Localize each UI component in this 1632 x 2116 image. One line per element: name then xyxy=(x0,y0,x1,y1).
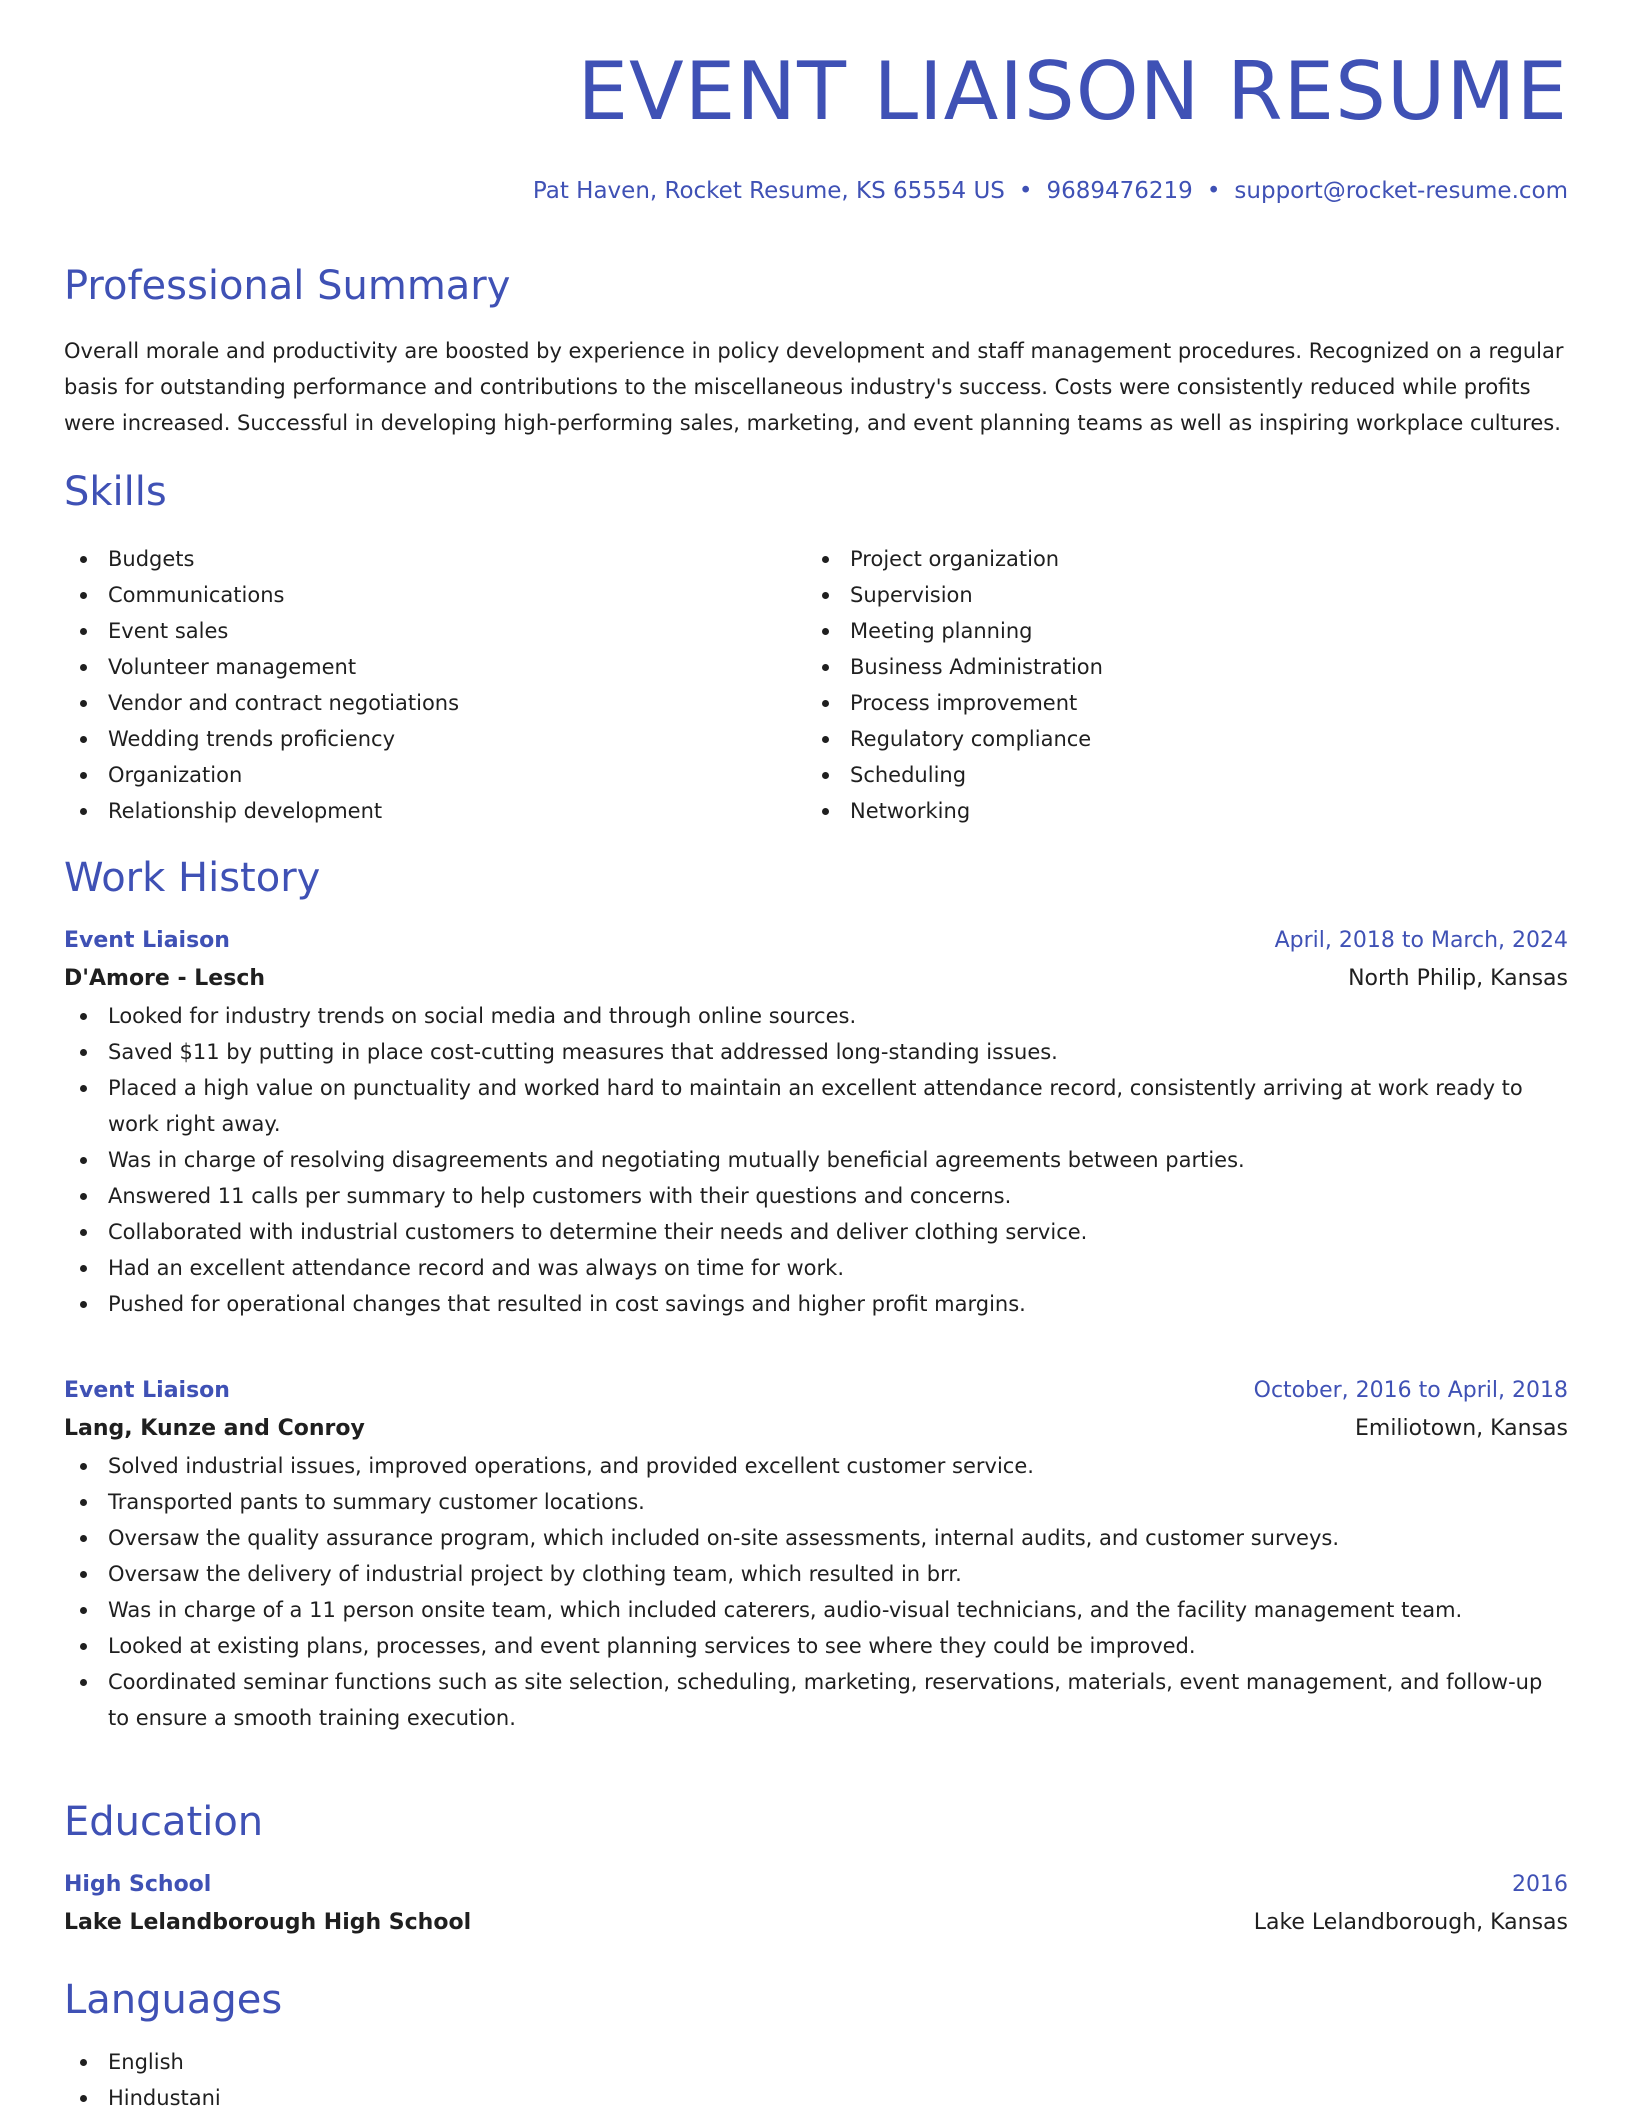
education-heading: Education xyxy=(64,1799,264,1845)
job-duty: Transported pants to summary customer locations. xyxy=(64,1484,1568,1520)
summary-heading: Professional Summary xyxy=(64,263,511,309)
skill-item: Networking xyxy=(806,793,1486,829)
languages-list xyxy=(64,2044,744,2116)
job-duty: Oversaw the delivery of industrial project by clothing team, which resulted in brr. xyxy=(64,1556,1568,1592)
contact-phone: 9689476219 xyxy=(1046,178,1193,204)
skill-item: Relationship development xyxy=(64,793,744,829)
language-item: English xyxy=(64,2044,744,2080)
resume-title: EVENT LIAISON RESUME xyxy=(577,45,1568,138)
job-dates: April, 2018 to March, 2024 xyxy=(1274,928,1568,953)
job-title: Event Liaison xyxy=(64,928,230,953)
job-company: D'Amore - Lesch xyxy=(64,966,266,991)
skills-list-right xyxy=(806,541,1486,829)
skill-item: Process improvement xyxy=(806,685,1486,721)
job-duty: Placed a high value on punctuality and worked hard to maintain an excellent attendance record, consistently arriving at work ready to work right away. xyxy=(64,1070,1568,1142)
job-duty: Was in charge of a 11 person onsite team, which included caterers, audio-visual technicians, and the facility management team. xyxy=(64,1592,1568,1628)
languages-heading: Languages xyxy=(64,1977,283,2023)
job-duty: Pushed for operational changes that resulted in cost savings and higher profit margins. xyxy=(64,1286,1568,1322)
skills-heading: Skills xyxy=(64,469,167,515)
job-company: Lang, Kunze and Conroy xyxy=(64,1416,365,1441)
education-school: Lake Lelandborough High School xyxy=(64,1910,472,1935)
skill-item: Communications xyxy=(64,577,744,613)
job-entry xyxy=(64,1372,1568,1736)
education-entry xyxy=(64,1866,1568,1942)
job-duty: Solved industrial issues, improved operations, and provided excellent customer service. xyxy=(64,1448,1568,1484)
job-duty: Saved $11 by putting in place cost-cutting measures that addressed long-standing issues. xyxy=(64,1034,1568,1070)
job-duty: Had an excellent attendance record and was always on time for work. xyxy=(64,1250,1568,1286)
skill-item: Vendor and contract negotiations xyxy=(64,685,744,721)
education-degree: High School xyxy=(64,1872,212,1897)
contact-email[interactable]: support@rocket-resume.com xyxy=(1234,178,1568,204)
skill-item: Budgets xyxy=(64,541,744,577)
skill-item: Wedding trends proficiency xyxy=(64,721,744,757)
skills-list-left xyxy=(64,541,744,829)
education-location: Lake Lelandborough, Kansas xyxy=(1253,1910,1568,1935)
job-duty: Looked for industry trends on social media and through online sources. xyxy=(64,998,1568,1034)
contact-separator: • xyxy=(1206,178,1221,204)
job-duty: Collaborated with industrial customers to determine their needs and deliver clothing service. xyxy=(64,1214,1568,1250)
contact-separator: • xyxy=(1018,178,1033,204)
contact-address: Pat Haven, Rocket Resume, KS 65554 US xyxy=(532,178,1005,204)
job-duty: Coordinated seminar functions such as site selection, scheduling, marketing, reservations, materials, event management, and follow-up to ensure a smooth training execution. xyxy=(64,1664,1568,1736)
skill-item: Regulatory compliance xyxy=(806,721,1486,757)
job-duty: Looked at existing plans, processes, and event planning services to see where they could be improved. xyxy=(64,1628,1568,1664)
job-location: Emiliotown, Kansas xyxy=(1354,1416,1568,1441)
skill-item: Volunteer management xyxy=(64,649,744,685)
job-duty: Oversaw the quality assurance program, which included on-site assessments, internal audits, and customer surveys. xyxy=(64,1520,1568,1556)
skill-item: Scheduling xyxy=(806,757,1486,793)
job-title: Event Liaison xyxy=(64,1378,230,1403)
contact-line xyxy=(533,180,1568,203)
education-year: 2016 xyxy=(1512,1872,1568,1897)
skill-item: Event sales xyxy=(64,613,744,649)
skill-item: Organization xyxy=(64,757,744,793)
skill-item: Business Administration xyxy=(806,649,1486,685)
skill-item: Meeting planning xyxy=(806,613,1486,649)
summary-text: Overall morale and productivity are boosted by experience in policy development and staff management procedures. Recognized on a regular basis for outstanding performance and contributions to the miscellaneous industry's success. Costs were consistently reduced while profits were increased. Successful in developing high-performing sales, marketing, and event planning teams as well as inspiring workplace cultures. xyxy=(64,339,1564,435)
skill-item: Project organization xyxy=(806,541,1486,577)
job-duty: Was in charge of resolving disagreements and negotiating mutually beneficial agreements between parties. xyxy=(64,1142,1568,1178)
job-duties-list xyxy=(64,1448,1568,1736)
job-duty: Answered 11 calls per summary to help customers with their questions and concerns. xyxy=(64,1178,1568,1214)
job-dates: October, 2016 to April, 2018 xyxy=(1253,1378,1568,1403)
job-location: North Philip, Kansas xyxy=(1348,966,1568,991)
job-duties-list xyxy=(64,998,1568,1322)
skill-item: Supervision xyxy=(806,577,1486,613)
work-history-heading: Work History xyxy=(64,855,321,901)
job-entry xyxy=(64,922,1568,1322)
language-item: Hindustani xyxy=(64,2080,744,2116)
